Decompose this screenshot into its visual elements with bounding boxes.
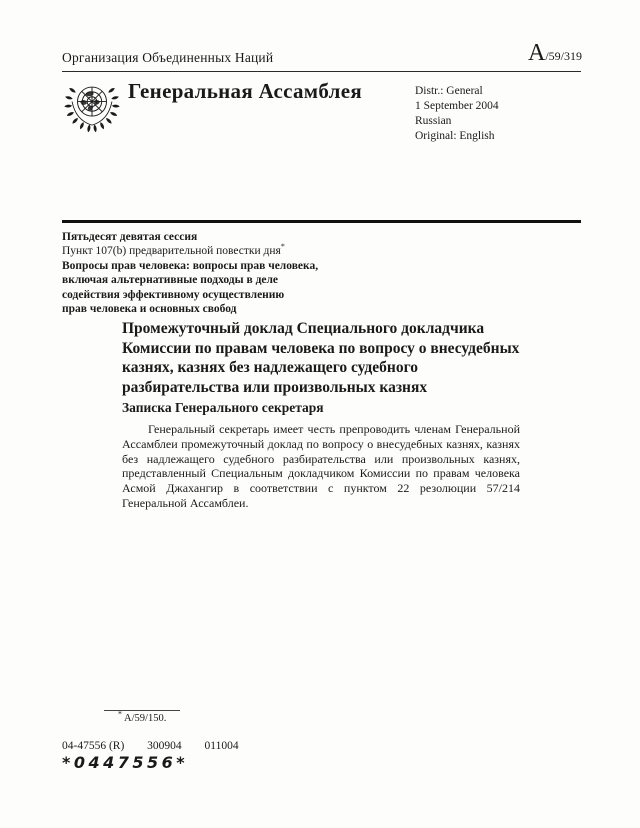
un-emblem-icon bbox=[63, 78, 121, 136]
agenda-topic-line: включая альтернативные подходы в деле bbox=[62, 274, 279, 287]
session-title: Пятьдесят девятая сессия bbox=[62, 231, 198, 243]
barcode-text: *0447556* bbox=[62, 753, 189, 772]
footnote-rule bbox=[104, 710, 180, 711]
distr-line: 1 September 2004 bbox=[415, 100, 499, 112]
agenda-topic-line: прав человека и основных свобод bbox=[62, 303, 237, 316]
agenda-topic-line: Вопросы прав человека: вопросы прав человека, bbox=[62, 259, 319, 272]
note-heading: Записка Генерального секретаря bbox=[122, 400, 324, 415]
doc-symbol-number: /59/319 bbox=[545, 49, 582, 63]
report-title: Промежуточный доклад Специального докладчика Комиссии по правам человека по вопросу о внесудебных казнях, казнях без надлежащего судебного разбирательства или произвольных казнях bbox=[122, 320, 520, 396]
note-paragraph: Генеральный секретарь имеет честь препроводить членам Генеральной Ассамблеи промежуточный доклад по вопросу о внесудебных казнях, казнях без надлежащего судебного разбирательства или произвольных казнях, представленный Специальным докладчиком Комиссии по правам человека Асмой Джахангир в соответствии с пунктом 22 резолюции 57/214 Генеральной Ассамблеи. bbox=[122, 422, 520, 510]
date-code: 011004 bbox=[204, 740, 239, 752]
distr-line: Distr.: General bbox=[415, 85, 483, 97]
agenda-topic-line: содействия эффективному осуществлению bbox=[62, 288, 285, 301]
distr-line: Original: English bbox=[415, 130, 495, 142]
distr-block bbox=[415, 84, 499, 144]
agenda-item: Пункт 107(b) предварительной повестки дня* bbox=[62, 242, 285, 258]
footnote-text: A/59/150. bbox=[124, 713, 167, 724]
footnote bbox=[118, 709, 167, 724]
distr-line: Russian bbox=[415, 115, 452, 127]
header-rule-thick bbox=[62, 220, 581, 223]
session-block bbox=[62, 230, 318, 316]
footer-codes bbox=[62, 740, 259, 752]
header-rule-thin bbox=[62, 71, 581, 72]
doc-symbol bbox=[528, 40, 582, 67]
doc-symbol-letter: A bbox=[527, 40, 546, 66]
footnote-mark: * bbox=[118, 709, 122, 719]
assembly-name: Генеральная Ассамблея bbox=[128, 79, 363, 103]
job-number: 04-47556 (R) bbox=[62, 740, 125, 752]
agenda-footnote-mark: * bbox=[280, 242, 285, 252]
org-name: Организация Объединенных Наций bbox=[62, 50, 274, 65]
date-code: 300904 bbox=[147, 740, 182, 752]
